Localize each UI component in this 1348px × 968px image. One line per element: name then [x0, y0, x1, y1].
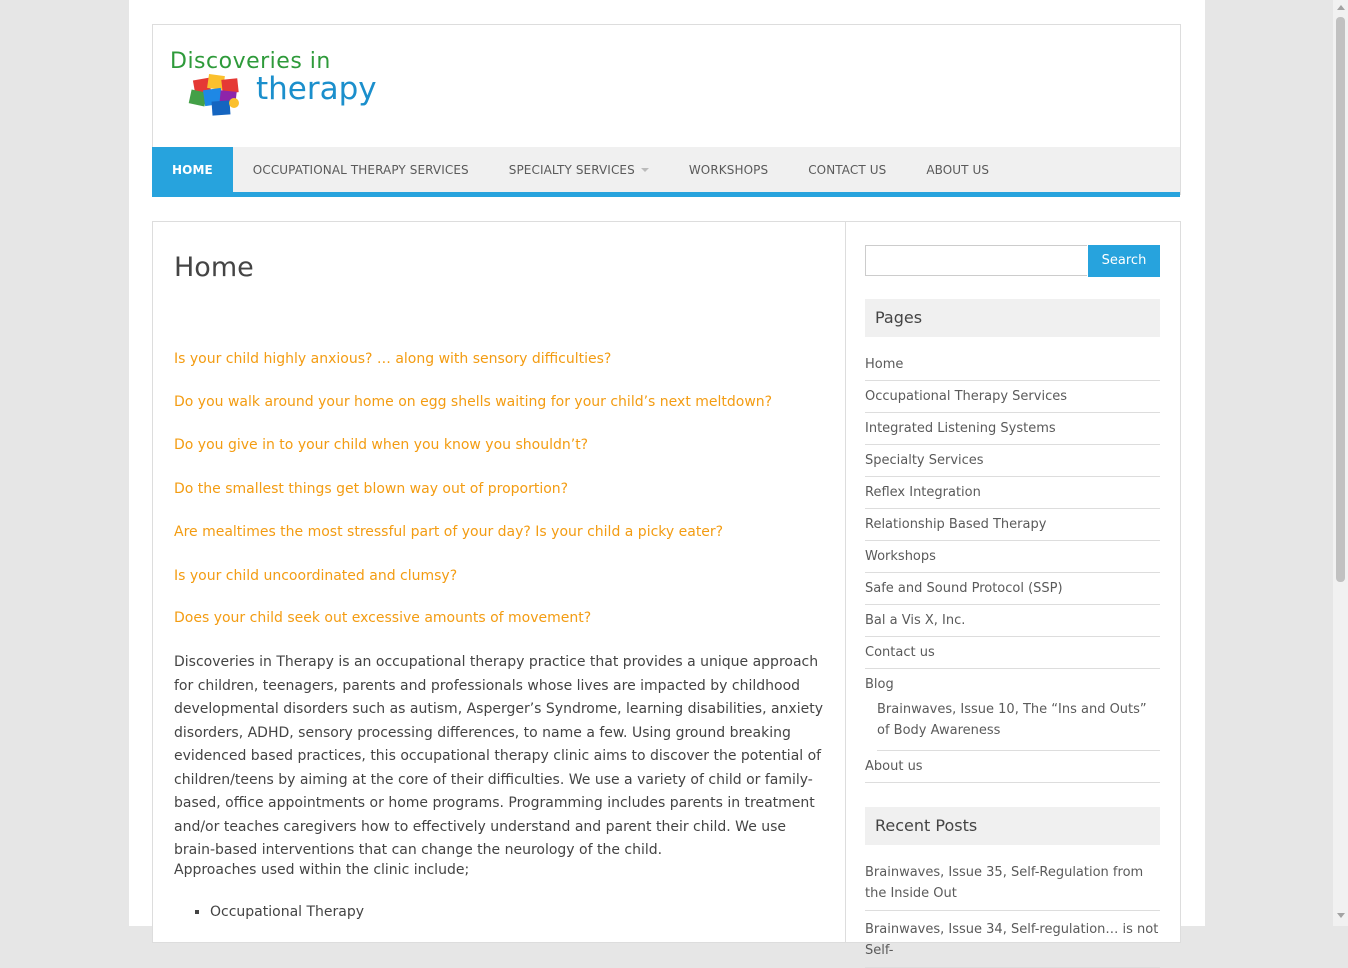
- sidebar-item-bal-a-vis-x[interactable]: Bal a Vis X, Inc.: [865, 605, 1160, 637]
- scrollbar-thumb[interactable]: [1336, 17, 1345, 582]
- sidebar-item-occupational-therapy-services[interactable]: Occupational Therapy Services: [865, 381, 1160, 413]
- search-input[interactable]: [865, 245, 1087, 276]
- sidebar-item-integrated-listening-systems[interactable]: Integrated Listening Systems: [865, 413, 1160, 445]
- page-scrollbar[interactable]: [1333, 0, 1348, 926]
- question-text: Are mealtimes the most stressful part of your day? Is your child a picky eater?: [174, 524, 724, 540]
- sidebar-item-blog[interactable]: Blog: [865, 677, 894, 692]
- nav-item-label: SPECIALTY SERVICES: [508, 162, 635, 177]
- logo-text-bottom: therapy: [256, 71, 377, 107]
- scroll-down-arrow-icon[interactable]: [1337, 913, 1345, 918]
- approaches-list: [174, 904, 364, 920]
- sidebar-item-specialty-services[interactable]: Specialty Services: [865, 445, 1160, 477]
- nav-item-about-us[interactable]: ABOUT US: [926, 162, 990, 177]
- nav-item-specialty-services[interactable]: [489, 147, 669, 192]
- logo-text-top: Discoveries in: [170, 49, 331, 74]
- question-text: Is your child uncoordinated and clumsy?: [174, 568, 458, 584]
- chevron-down-icon: [641, 168, 649, 172]
- pages-list: [865, 349, 1160, 783]
- sidebar-item-about-us[interactable]: About us: [865, 751, 1160, 783]
- puzzle-icon: [188, 73, 252, 117]
- search-button[interactable]: Search: [1088, 245, 1160, 277]
- question-text: Is your child highly anxious? … along with sensory difficulties?: [174, 351, 612, 367]
- sidebar-item-safe-and-sound-protocol[interactable]: Safe and Sound Protocol (SSP): [865, 573, 1160, 605]
- page-container: [129, 0, 1205, 958]
- main-navigation: [152, 147, 1180, 197]
- list-item: ▪ Occupational Therapy: [210, 904, 364, 920]
- recent-post-link[interactable]: Brainwaves, Issue 35, Self-Regulation from the Inside Out: [865, 854, 1160, 911]
- question-text: Do you walk around your home on egg shells waiting for your child’s next meltdown?: [174, 394, 773, 410]
- sidebar-item-relationship-based-therapy[interactable]: Relationship Based Therapy: [865, 509, 1160, 541]
- sidebar-item-reflex-integration[interactable]: Reflex Integration: [865, 477, 1160, 509]
- scroll-up-arrow-icon[interactable]: [1337, 5, 1345, 10]
- recent-posts-list: [865, 854, 1160, 968]
- page-title: Home: [174, 252, 254, 283]
- sidebar-item-home[interactable]: Home: [865, 349, 1160, 381]
- question-text: Do you give in to your child when you know you shouldn’t?: [174, 437, 589, 453]
- sidebar-item-workshops[interactable]: Workshops: [865, 541, 1160, 573]
- pages-widget-title: Pages: [865, 299, 1160, 337]
- nav-item-contact-us[interactable]: CONTACT US: [808, 162, 887, 177]
- sidebar-divider: [845, 222, 846, 942]
- sidebar-subitem-blog-post[interactable]: Brainwaves, Issue 10, The “Ins and Outs” of Body Awareness: [877, 696, 1160, 751]
- question-text: Do the smallest things get blown way out of proportion?: [174, 481, 569, 497]
- nav-item-home[interactable]: HOME: [152, 147, 233, 192]
- question-text: Does your child seek out excessive amounts of movement?: [174, 610, 592, 626]
- sidebar-item-contact-us[interactable]: Contact us: [865, 637, 1160, 669]
- content-area: [152, 221, 1181, 958]
- recent-posts-widget-title: Recent Posts: [865, 807, 1160, 845]
- nav-item-occupational-therapy-services[interactable]: OCCUPATIONAL THERAPY SERVICES: [252, 162, 469, 177]
- site-logo[interactable]: [170, 49, 377, 119]
- nav-item-workshops[interactable]: WORKSHOPS: [688, 162, 769, 177]
- intro-paragraph: Discoveries in Therapy is an occupational therapy practice that provides a unique approach for children, teenagers, parents and professionals whose lives are impacted by childhood developmental disorders such as autism, Asperger’s Syndrome, learning disabilities, anxiety disorders, ADHD, sensory processing differences, to name a few. Using ground breaking evidenced based practices, this occupational therapy clinic aims to discover the potential of children/teens by aiming at the core of their difficulties. We use a variety of child or family-based, office appointments or home programs. Programming includes parents in treatment and/or teaches caregivers how to effectively understand and parent their child. We use brain-based interventions that can change the neurology of the child.: [174, 654, 823, 858]
- recent-post-link[interactable]: Brainwaves, Issue 34, Self-regulation… is not Self-: [865, 911, 1160, 968]
- approaches-heading: Approaches used within the clinic include;: [174, 862, 470, 878]
